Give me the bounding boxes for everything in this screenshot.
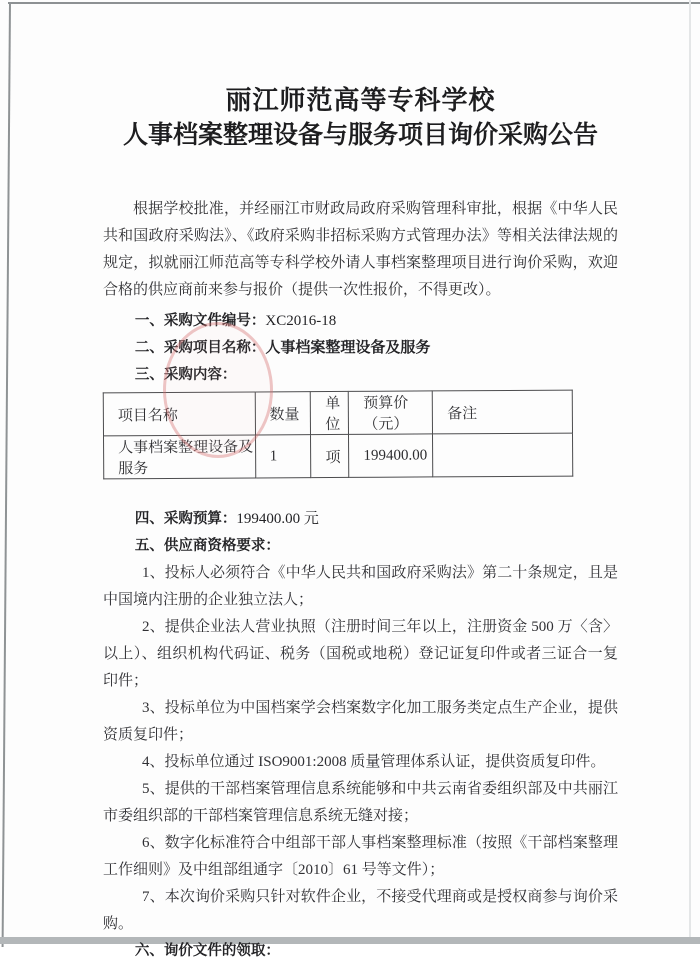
section-2-label: 二、采购项目名称： (134, 340, 266, 356)
requirement-item-5: 5、提供的干部档案管理信息系统能够和中共云南省委组织部及中共丽江市委组织部的干部档案管理信息系统无缝对接； (103, 781, 618, 824)
section-6-heading: 六、询价文件的领取： (134, 943, 280, 959)
header-cell-budget-price: 预算价（元） (349, 391, 433, 435)
requirement-item-7: 7、本次询价采购只针对软件企业，不接受代理商或是授权商参与询价采购。 (103, 889, 618, 932)
requirement-item-4: 4、投标单位通过 ISO9001:2008 质量管理体系认证，提供资质复印件。 (142, 754, 606, 770)
cell-unit: 项 (311, 434, 349, 477)
project-name-value: 人事档案整理设备及服务 (265, 340, 431, 356)
section-1-label: 一、采购文件编号： (134, 313, 266, 329)
header-cell-unit: 单位 (311, 391, 349, 434)
scan-edge-right (689, 0, 691, 944)
header-cell-quantity: 数量 (255, 392, 311, 435)
section-4-heading (103, 506, 618, 533)
section-3-heading: 三、采购内容： (134, 367, 237, 383)
file-number-value: XC2016-18 (265, 313, 337, 329)
requirement-item-3: 3、投标单位为中国档案学会档案数字化加工服务类定点生产企业，提供资质复印件； (103, 700, 618, 743)
cell-quantity: 1 (255, 435, 311, 478)
table-header-row (103, 390, 572, 436)
requirement-item-6: 6、数字化标准符合中组部干部人事档案整理标准（按照《干部档案整理工作细则》及中组部组通字〔2010〕61 号等文件）； (103, 835, 618, 878)
scan-edge-top (8, 2, 700, 4)
document-title-line2: 人事档案整理设备与服务项目询价采购公告 (122, 122, 598, 149)
cell-budget-price: 199400.00 (349, 434, 433, 478)
cell-remarks (433, 433, 573, 477)
section-4-label: 四、采购预算： (134, 511, 237, 527)
intro-paragraph: 根据学校批准，并经丽江市财政局政府采购管理科审批，根据《中华人民共和国政府采购法》、《政府采购非招标采购方式管理办法》等相关法律法规的规定，拟就丽江师范高等专科学校外请人事档案整理项目进行询价采购，欢迎合格的供应商前来参与报价（提供一次性报价，不得更改）。 (103, 201, 618, 298)
document-title-line1: 丽江师范高等专科学校 (225, 86, 496, 115)
document-content (103, 84, 618, 965)
procurement-table (103, 390, 574, 480)
section-2-heading (103, 335, 618, 362)
section-5-heading: 五、供应商资格要求： (134, 538, 280, 554)
scan-edge-left (2, 2, 11, 947)
section-1-heading (103, 308, 618, 335)
cell-project-name: 人事档案整理设备及服务 (104, 435, 256, 479)
header-cell-project-name: 项目名称 (103, 392, 255, 436)
requirement-item-2: 2、提供企业法人营业执照（注册时间三年以上，注册资金 500 万〈含〉以上）、组织机构代码证、税务（国税或地税）登记证复印件或者三证合一复印件； (103, 619, 618, 689)
requirement-item-1: 1、投标人必须符合《中华人民共和国政府采购法》第二十条规定，且是中国境内注册的企业独立法人； (103, 565, 618, 608)
budget-value: 199400.00 元 (236, 511, 319, 527)
header-cell-remarks: 备注 (433, 390, 573, 434)
table-data-row (104, 433, 573, 479)
